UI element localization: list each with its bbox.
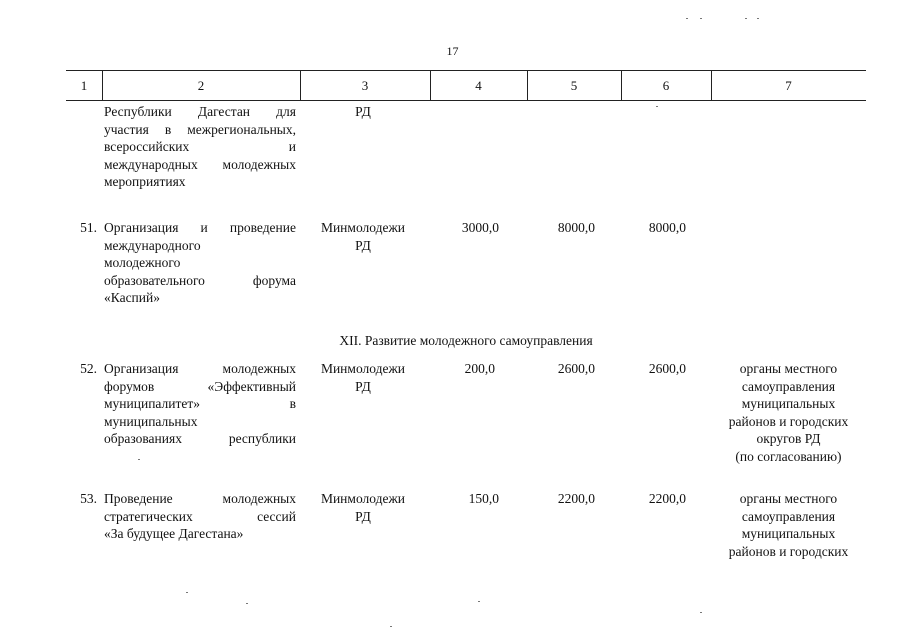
- continuation-name: Республики Дагестан для участия в межрегиональных, всероссийских и международных молодежных мероприятиях: [104, 104, 296, 189]
- header-col-6: 6: [662, 78, 670, 93]
- header-col-3: 3: [361, 78, 369, 93]
- header-col-1: 1: [80, 78, 88, 93]
- row-executor: Минмолодежи РД: [320, 220, 406, 253]
- row-col4: 200,0: [464, 361, 495, 376]
- row-name: Организация и проведение международного молодежного образовательного форума «Каспий»: [104, 220, 296, 305]
- row-col6: 2200,0: [648, 491, 686, 506]
- row-col5: 2600,0: [557, 361, 595, 376]
- row-executor: Минмолодежи РД: [320, 361, 406, 394]
- section-title: XII. Развитие молодежного самоуправления: [339, 333, 593, 348]
- row-col4: 150,0: [468, 491, 499, 506]
- row-partners: органы местного самоуправления муниципальных районов и городских округов РД (по согласованию): [728, 361, 849, 464]
- continuation-executor: РД: [355, 104, 371, 119]
- row-number: 53.: [80, 491, 97, 506]
- header-col-7: 7: [785, 78, 792, 93]
- row-executor: Минмолодежи РД: [320, 491, 406, 524]
- row-col4: 3000,0: [461, 220, 499, 235]
- row-number: 51.: [80, 220, 97, 235]
- row-partners: органы местного самоуправления муниципальных районов и городских: [728, 491, 849, 559]
- row-name: Организация молодежных форумов «Эффективный муниципалитет» в муниципальных образованиях республики: [104, 361, 296, 446]
- row-col5: 2200,0: [557, 491, 595, 506]
- header-col-5: 5: [570, 78, 578, 93]
- page-number: 17: [446, 44, 459, 58]
- row-name: Проведение молодежных стратегических сессий «За будущее Дагестана»: [104, 491, 296, 541]
- table-header: [66, 70, 866, 101]
- row-col6: 8000,0: [648, 220, 686, 235]
- header-col-4: 4: [475, 78, 482, 93]
- row-col6: 2600,0: [648, 361, 686, 376]
- row-number: 52.: [80, 361, 97, 376]
- row-col5: 8000,0: [557, 220, 595, 235]
- header-col-2: 2: [197, 78, 205, 93]
